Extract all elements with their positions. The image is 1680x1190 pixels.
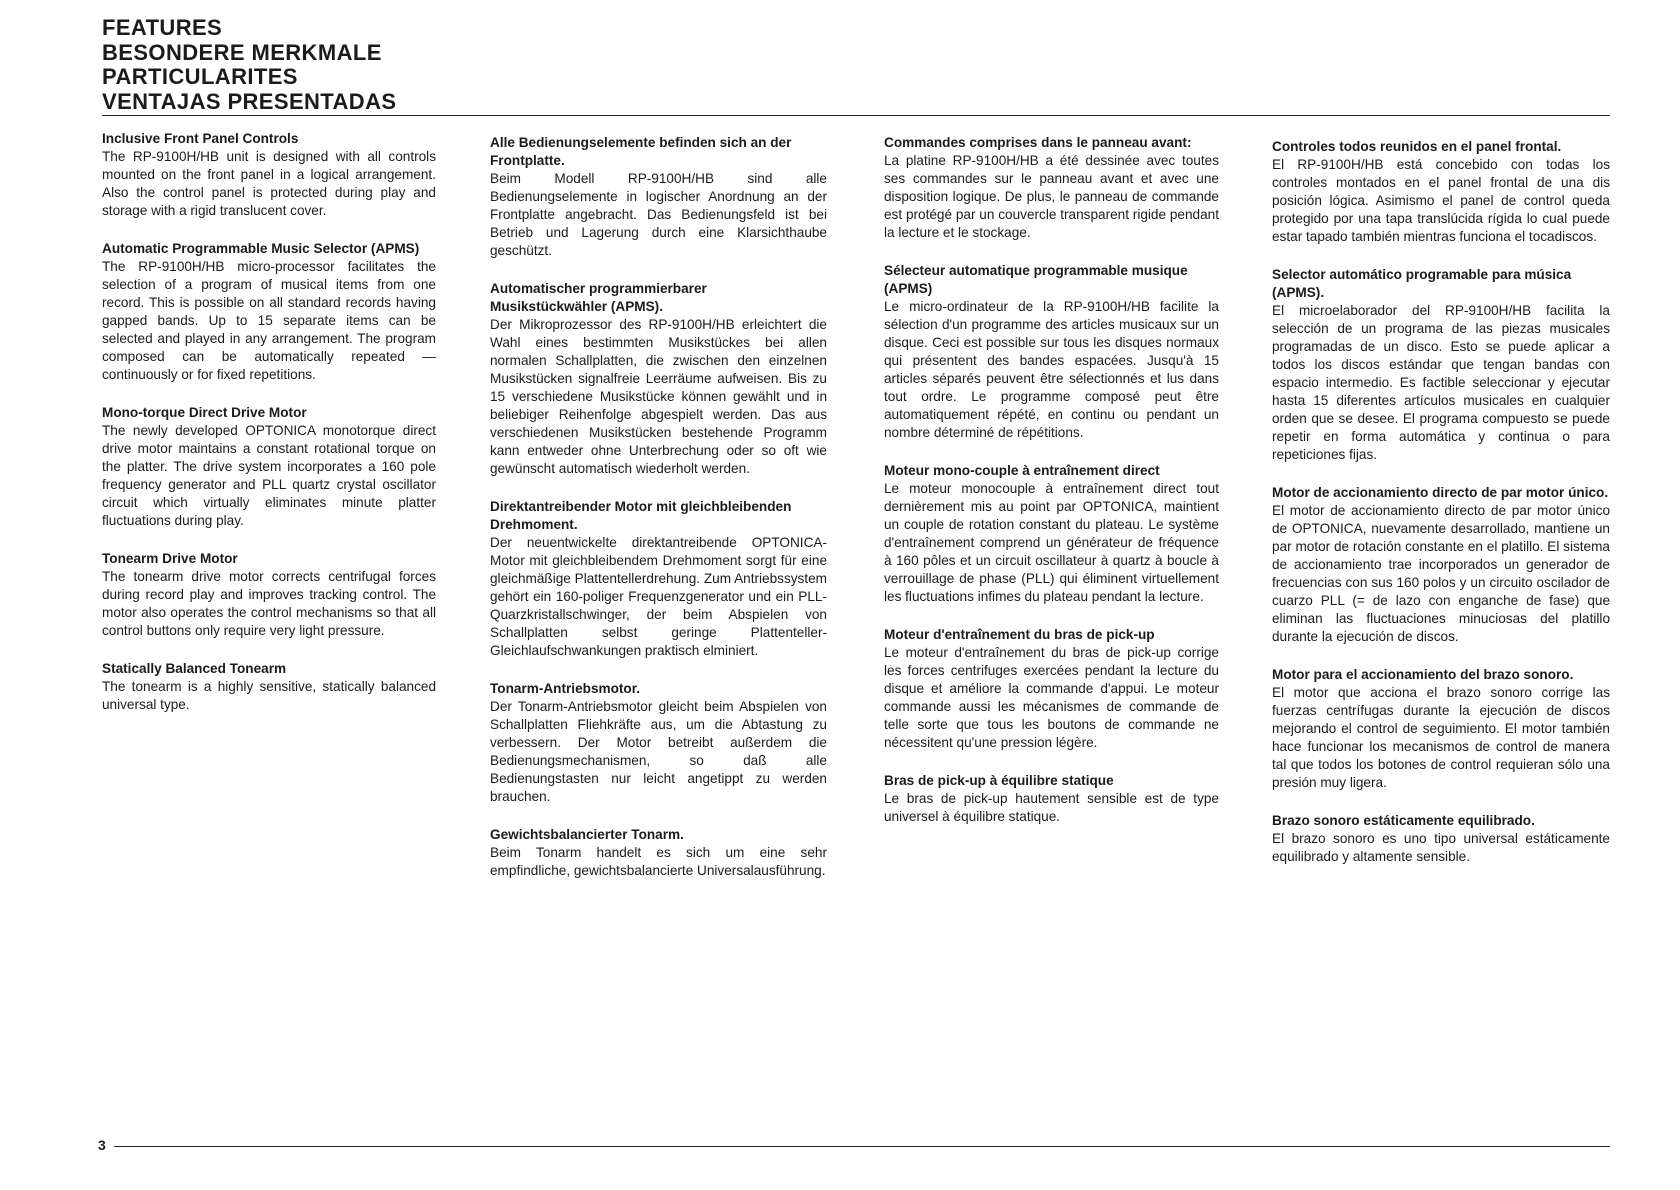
feature-body: Beim Tonarm handelt es sich um eine sehr empfindliche, gewichtsbalancierte Universalausführung. [490,845,827,878]
feature-section [884,462,1219,606]
feature-heading: Alle Bedienungselemente befinden sich an der Frontplatte. [490,135,792,168]
feature-section [490,826,827,880]
column-german [490,134,827,900]
feature-section [1272,812,1610,866]
feature-heading: Moteur mono-couple à entraînement direct [884,463,1160,478]
feature-section [884,772,1219,826]
feature-section [1272,484,1610,646]
page-number: 3 [98,1137,106,1153]
footer-divider [114,1146,1610,1147]
feature-heading: Mono-torque Direct Drive Motor [102,405,307,420]
feature-body: Le micro-ordinateur de la RP-9100H/HB facilite la sélection d'un programme des articles musicaux sur un disque. Ceci est possible sur tous les disques normaux qui présentent des bandes espacées. Jusqu'à 15 articles séparés peuvent être sélectionnés et lus dans tout ordre. Le programme composé peut être automatiquement répété, en continu ou pendant un nombre déterminé de répétitions. [884,299,1219,440]
feature-section [490,680,827,806]
feature-heading: Statically Balanced Tonearm [102,661,287,676]
feature-heading: Selector automático programable para música (APMS). [1272,267,1572,300]
feature-body: La platine RP-9100H/HB a été dessinée avec toutes ses commandes sur le panneau avant et avec une disposition logique. De plus, le panneau de commande est protégé par un couvercle transparent rigide pendant la lecture et le stockage. [884,153,1219,240]
feature-section [1272,666,1610,792]
feature-heading: Bras de pick-up à équilibre statique [884,773,1114,788]
feature-body: El motor de accionamiento directo de par motor único de OPTONICA, nuevamente desarrollado, mantiene un par motor de rotación constante en el platillo. El sistema de accionamiento trae incorporados un generador de frecuencias con sus 160 polos y un circuito oscilador de cuarzo PLL (= de lazo con enganche de fase) que eliminan las fluctuaciones minuciosas del platillo durante la ejecución de discos. [1272,503,1610,644]
feature-body: The tonearm drive motor corrects centrifugal forces during record play and improves tracking control. The motor also operates the control mechanisms so that all control buttons only require very light pressure. [102,569,436,638]
feature-heading: Motor para el accionamiento del brazo sonoro. [1272,667,1574,682]
feature-body: El motor que acciona el brazo sonoro corrige las fuerzas centrífugas durante la ejecución de discos mejorando el control de seguimiento. El motor también hace funcionar los mecanismos de control de manera tal que todos los botones de control requieran sólo una presión muy ligera. [1272,685,1610,790]
feature-section [102,550,436,640]
feature-section [490,280,827,478]
feature-section [1272,266,1610,464]
feature-section [884,134,1219,242]
column-french [884,134,1219,846]
feature-body: The RP-9100H/HB micro-processor facilitates the selection of a program of musical items from one record. This is possible on all standard records having gapped bands. Up to 15 separate items can be selected and played in any arrangement. The program composed can be automatically repeated — continuously or for fixed repetitions. [102,259,436,382]
feature-body: Der neuentwickelte direktantreibende OPTONICA-Motor mit gleichbleibendem Drehmoment sorgt für eine gleichmäßige Plattentellerdrehung. Zum Antriebssystem gehört ein 160-poliger Frequenzgenerator und ein PLL-Quarzkristallschwinger, der beim Abspielen von Schallplatten selbst geringe Plattenteller-Gleichlaufschwankungen praktisch elminiert. [490,535,827,658]
feature-heading: Automatischer programmierbarer Musikstückwähler (APMS). [490,281,707,314]
feature-section [102,404,436,530]
title-divider [102,115,1610,116]
feature-heading: Brazo sonoro estáticamente equilibrado. [1272,813,1535,828]
feature-section [102,240,436,384]
feature-heading: Sélecteur automatique programmable musique (APMS) [884,263,1188,296]
feature-body: Beim Modell RP-9100H/HB sind alle Bedienungselemente in logischer Anordnung an der Frontplatte angebracht. Das Bedienungsfeld ist bei Betrieb und Lagerung durch eine Klarsichthaube geschützt. [490,171,827,258]
feature-section [102,130,436,220]
feature-body: Der Tonarm-Antriebsmotor gleicht beim Abspielen von Schallplatten Fliehkräfte aus, um die Abtastung zu verbessern. Der Motor betreibt außerdem die Bedienungsmechanismen, so daß alle Bedienungstasten nur leicht angetippt zu werden brauchen. [490,699,827,804]
feature-body: Le moteur d'entraînement du bras de pick-up corrige les forces centrifuges exercées pendant la lecture du disque et améliore la commande d'appui. Le moteur commande aussi les mécanismes de commande de telle sorte que tous les boutons de commande ne nécessitent qu'une pression légère. [884,645,1219,750]
feature-body: El brazo sonoro es uno tipo universal estáticamente equilibrado y altamente sensible. [1272,831,1610,864]
feature-body: El RP-9100H/HB está concebido con todas los controles montados en el panel frontal de una dis posición lógica. Asimismo el panel de control queda protegido por una tapa translúcida rígida lo cual puede estar tapado también mientras funciona el tocadiscos. [1272,157,1610,244]
column-english [102,130,436,734]
feature-heading: Motor de accionamiento directo de par motor único. [1272,485,1609,500]
feature-heading: Gewichtsbalancierter Tonarm. [490,827,684,842]
feature-section [102,660,436,714]
feature-section [884,262,1219,442]
feature-heading: Tonearm Drive Motor [102,551,238,566]
feature-body: Der Mikroprozessor des RP-9100H/HB erleichtert die Wahl eines bestimmten Musikstückes bei allen normalen Schallplatten, die zwischen den einzelnen Musikstücken signalfreie Leerräume aufweisen. Bis zu 15 verschiedene Musikstücke können gewählt und in beliebiger Reihenfolge abgespielt werden. Das aus verschiedenen Musikstücken bestehende Programm kann entweder ohne Unterbrechung oder so oft wie gewünscht automatisch wiederholt werden. [490,317,827,476]
column-spanish [1272,138,1610,886]
feature-heading: Automatic Programmable Music Selector (APMS) [102,241,420,256]
feature-heading: Tonarm-Antriebsmotor. [490,681,641,696]
feature-heading: Controles todos reunidos en el panel frontal. [1272,139,1562,154]
feature-body: The tonearm is a highly sensitive, statically balanced universal type. [102,679,436,712]
feature-section [490,134,827,260]
title-line-es: VENTAJAS PRESENTADAS [102,88,397,114]
feature-heading: Commandes comprises dans le panneau avant: [884,135,1192,150]
page-title [102,16,396,114]
feature-body: El microelaborador del RP-9100H/HB facilita la selección de un programa de las piezas musicales programadas de un disco. Esto se puede aplicar a todos los discos estándar que tengan bandas con espacio intermedio. Es factible seleccionar y ejecutar hasta 15 diferentes artículos musicales en cualquier orden que se desee. El programa compuesto se puede repetir en forma automática y continua o para repeticiones fijas. [1272,303,1610,462]
feature-heading: Direktantreibender Motor mit gleichbleibenden Drehmoment. [490,499,792,532]
feature-body: The newly developed OPTONICA monotorque direct drive motor maintains a constant rotational torque on the platter. The drive system incorporates a 160 pole frequency generator and PLL quartz crystal oscillator circuit which virtually eliminates minute platter fluctuations during play. [102,423,436,528]
title-line-en: FEATURES [102,15,223,40]
feature-body: Le moteur monocouple à entraînement direct tout dernièrement mis au point par OPTONICA, maintient un couple de rotation constant du plateau. Le système d'entraînement comprend un générateur de fréquence à 160 pôles et un circuit oscillateur à quartz à boucle à verrouillage de phase (PLL) qui éliminent virtuellement les fluctuations infimes du plateau pendant la lecture. [884,481,1219,604]
feature-heading: Moteur d'entraînement du bras de pick-up [884,627,1155,642]
title-line-fr: PARTICULARITES [102,64,298,89]
feature-body: Le bras de pick-up hautement sensible est de type universel à équilibre statique. [884,791,1219,824]
feature-heading: Inclusive Front Panel Controls [102,131,299,146]
feature-body: The RP-9100H/HB unit is designed with all controls mounted on the front panel in a logical arrangement. Also the control panel is protected during play and storage with a rigid translucent cover. [102,149,436,218]
feature-section [884,626,1219,752]
title-line-de: BESONDERE MERKMALE [102,39,382,65]
feature-section [490,498,827,660]
feature-section [1272,138,1610,246]
